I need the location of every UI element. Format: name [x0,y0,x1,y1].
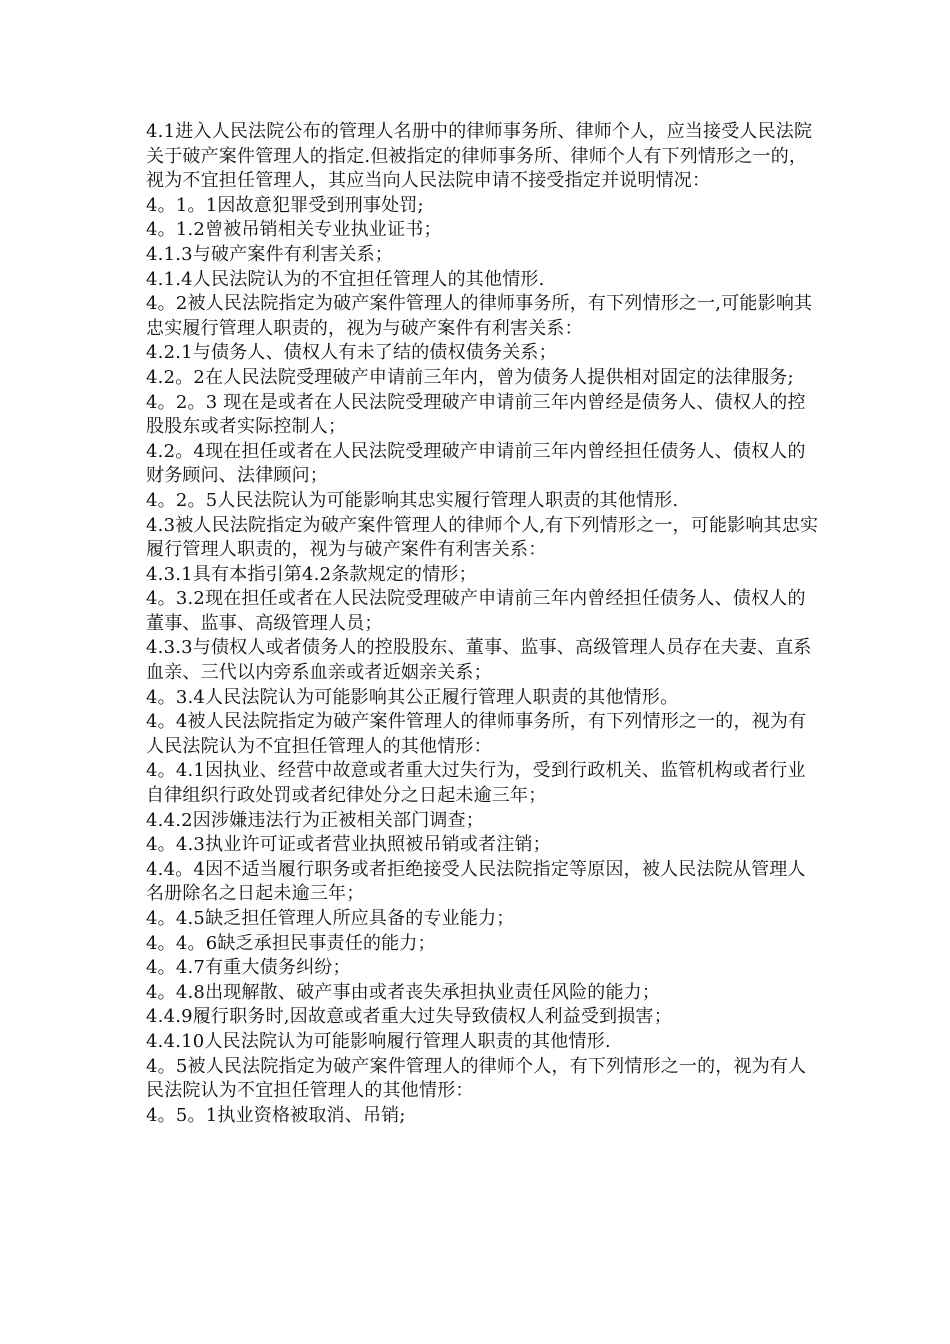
paragraph-4-2-1: 4.2.1与债务人、债权人有未了结的债权债务关系； [146,342,557,364]
paragraph-4-5: 4。5被人民法院指定为破产案件管理人的律师个人，有下列情形之一的，视为有人民法院认为不宜担任管理人的其他情形： [146,1055,807,1102]
paragraph-4-4-4: 4.4。4因不适当履行职务或者拒绝接受人民法院指定等原因，被人民法院从管理人名册除名之日起未逾三年； [146,858,806,905]
paragraph-4-3: 4.3被人民法院指定为破产案件管理人的律师个人,有下列情形之一，可能影响其忠实履行管理人职责的，视为与破产案件有利害关系： [146,514,819,561]
paragraph-4-1: 4.1进入人民法院公布的管理人名册中的律师事务所、律师个人，应当接受人民法院关于破产案件管理人的指定.但被指定的律师事务所、律师个人有下列情形之一的，视为不宜担任管理人，其应当向人民法院申请不接受指定并说明情况： [146,121,813,192]
paragraph-4-4-5: 4。4.5缺乏担任管理人所应具备的专业能力； [146,908,515,929]
paragraph-4-4-8: 4。4.8出现解散、破产事由或者丧失承担执业责任风险的能力； [146,981,661,1003]
paragraph-4-1-3: 4.1.3与破产案件有利害关系； [146,243,393,265]
paragraph-4-4-2: 4.4.2因涉嫌违法行为正被相关部门调查； [146,809,484,831]
document-body [146,120,822,1128]
paragraph-4-2-5: 4。2。5人民法院认为可能影响其忠实履行管理人职责的其他情形. [146,489,679,511]
paragraph-4-1-1: 4。1。1因故意犯罪受到刑事处罚; [146,194,424,216]
paragraph-4-1-2: 4。1.2曾被吊销相关专业执业证书； [146,219,442,241]
paragraph-4-5-1: 4。5。1执业资格被取消、吊销; [146,1104,406,1126]
paragraph-4-2-4: 4.2。4现在担任或者在人民法院受理破产申请前三年内曾经担任债务人、债权人的财务顾问、法律顾问； [146,440,806,487]
paragraph-4-4-10: 4.4.10人民法院认为可能影响履行管理人职责的其他情形. [146,1030,611,1052]
paragraph-4-4-9: 4.4.9履行职务时,因故意或者重大过失导致债权人利益受到损害； [146,1006,672,1028]
paragraph-4-2: 4。2被人民法院指定为破产案件管理人的律师事务所，有下列情形之一,可能影响其忠实履行管理人职责的，视为与破产案件有利害关系： [146,293,813,339]
paragraph-4-4-7: 4。4.7有重大债务纠纷； [146,957,351,979]
paragraph-4-3-2: 4。3.2现在担任或者在人民法院受理破产申请前三年内曾经担任债务人、债权人的董事、监事、高级管理人员； [146,588,806,634]
paragraph-4-4-1: 4。4.1因执业、经营中故意或者重大过失行为，受到行政机关、监管机构或者行业自律组织行政处罚或者纪律处分之日起未逾三年； [146,760,806,807]
paragraph-4-1-4: 4.1.4人民法院认为的不宜担任管理人的其他情形. [146,268,545,290]
paragraph-4-4: 4。4被人民法院指定为破产案件管理人的律师事务所，有下列情形之一的，视为有人民法院认为不宜担任管理人的其他情形： [146,711,807,757]
paragraph-4-4-6: 4。4。6缺乏承担民事责任的能力； [146,932,436,954]
paragraph-4-3-4: 4。3.4人民法院认为可能影响其公正履行管理人职责的其他情形。 [146,686,679,708]
paragraph-4-3-3: 4.3.3与债权人或者债务人的控股股东、董事、监事、高级管理人员存在夫妻、直系血亲、三代以内旁系血亲或者近姻亲关系； [146,637,812,684]
paragraph-4-4-3: 4。4.3执业许可证或者营业执照被吊销或者注销； [146,834,551,856]
paragraph-4-3-1: 4.3.1具有本指引第4.2条款规定的情形； [146,563,477,585]
paragraph-4-2-3: 4。2。3 现在是或者在人民法院受理破产申请前三年内曾经是债务人、债权人的控股股东或者实际控制人； [146,391,806,438]
paragraph-4-2-2: 4.2。2在人民法院受理破产申请前三年内，曾为债务人提供相对固定的法律服务; [146,366,794,388]
